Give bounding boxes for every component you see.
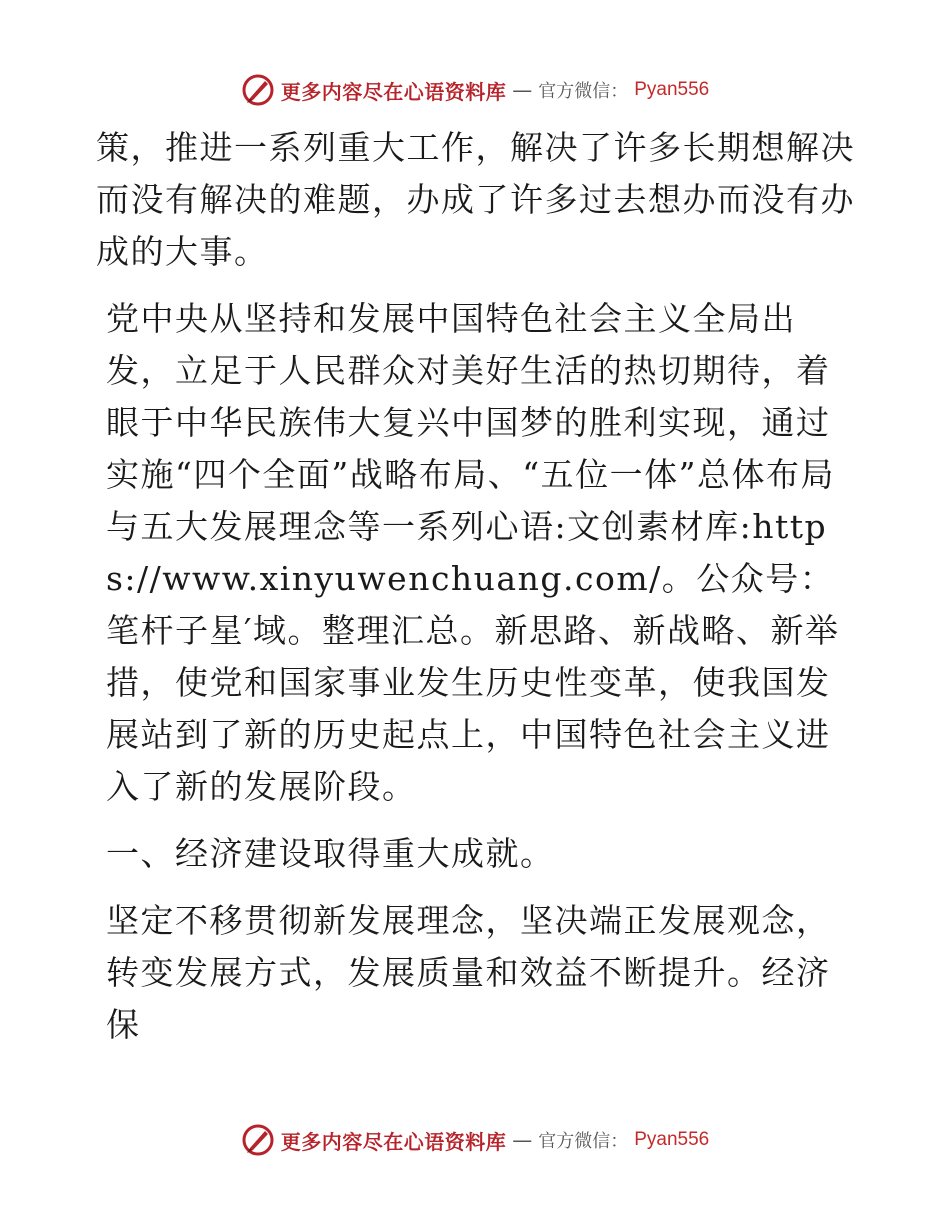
banner-wechat-handle: Pyan556: [634, 79, 710, 100]
quill-pen-icon: [241, 1123, 275, 1157]
footer-wechat-label: 官方微信：: [538, 1131, 629, 1152]
footer-banner: [0, 1118, 950, 1162]
paragraph-2: 党中央从坚持和发展中国特色社会主义全局出发，立足于人民群众对美好生活的热切期待，着眼于中华民族伟大复兴中国梦的胜利实现，通过实施“四个全面”战略布局、“五位一体”总体布局与五大发展理念等一系列心语:文创素材库:https://www.xinyuwenchuang.com/。公众号：笔杆子星′域。整理汇总。新思路、新战略、新举措，使党和国家事业发生历史性变革，使我国发展站到了新的历史起点上，中国特色社会主义进入了新的发展阶段。: [106, 299, 840, 806]
footer-separator: —: [512, 1128, 533, 1152]
banner-brand-text: 更多内容尽在心语资料库: [280, 79, 507, 104]
quill-pen-icon: [241, 73, 275, 107]
banner-wechat-label: 官方微信：: [538, 81, 629, 102]
footer-wechat-handle: Pyan556: [634, 1129, 710, 1150]
footer-brand-text: 更多内容尽在心语资料库: [280, 1129, 507, 1154]
banner-separator: —: [512, 78, 533, 102]
header-banner: [0, 68, 950, 112]
section-heading: 一、经济建设取得重大成就。: [106, 834, 555, 873]
paragraph-3: 坚定不移贯彻新发展理念，坚决端正发展观念，转变发展方式，发展质量和效益不断提升。经济保: [106, 901, 831, 1044]
paragraph-1: 策，推进一系列重大工作，解决了许多长期想解决而没有解决的难题，办成了许多过去想办而没有办成的大事。: [96, 128, 855, 271]
document-body: [96, 122, 856, 1066]
